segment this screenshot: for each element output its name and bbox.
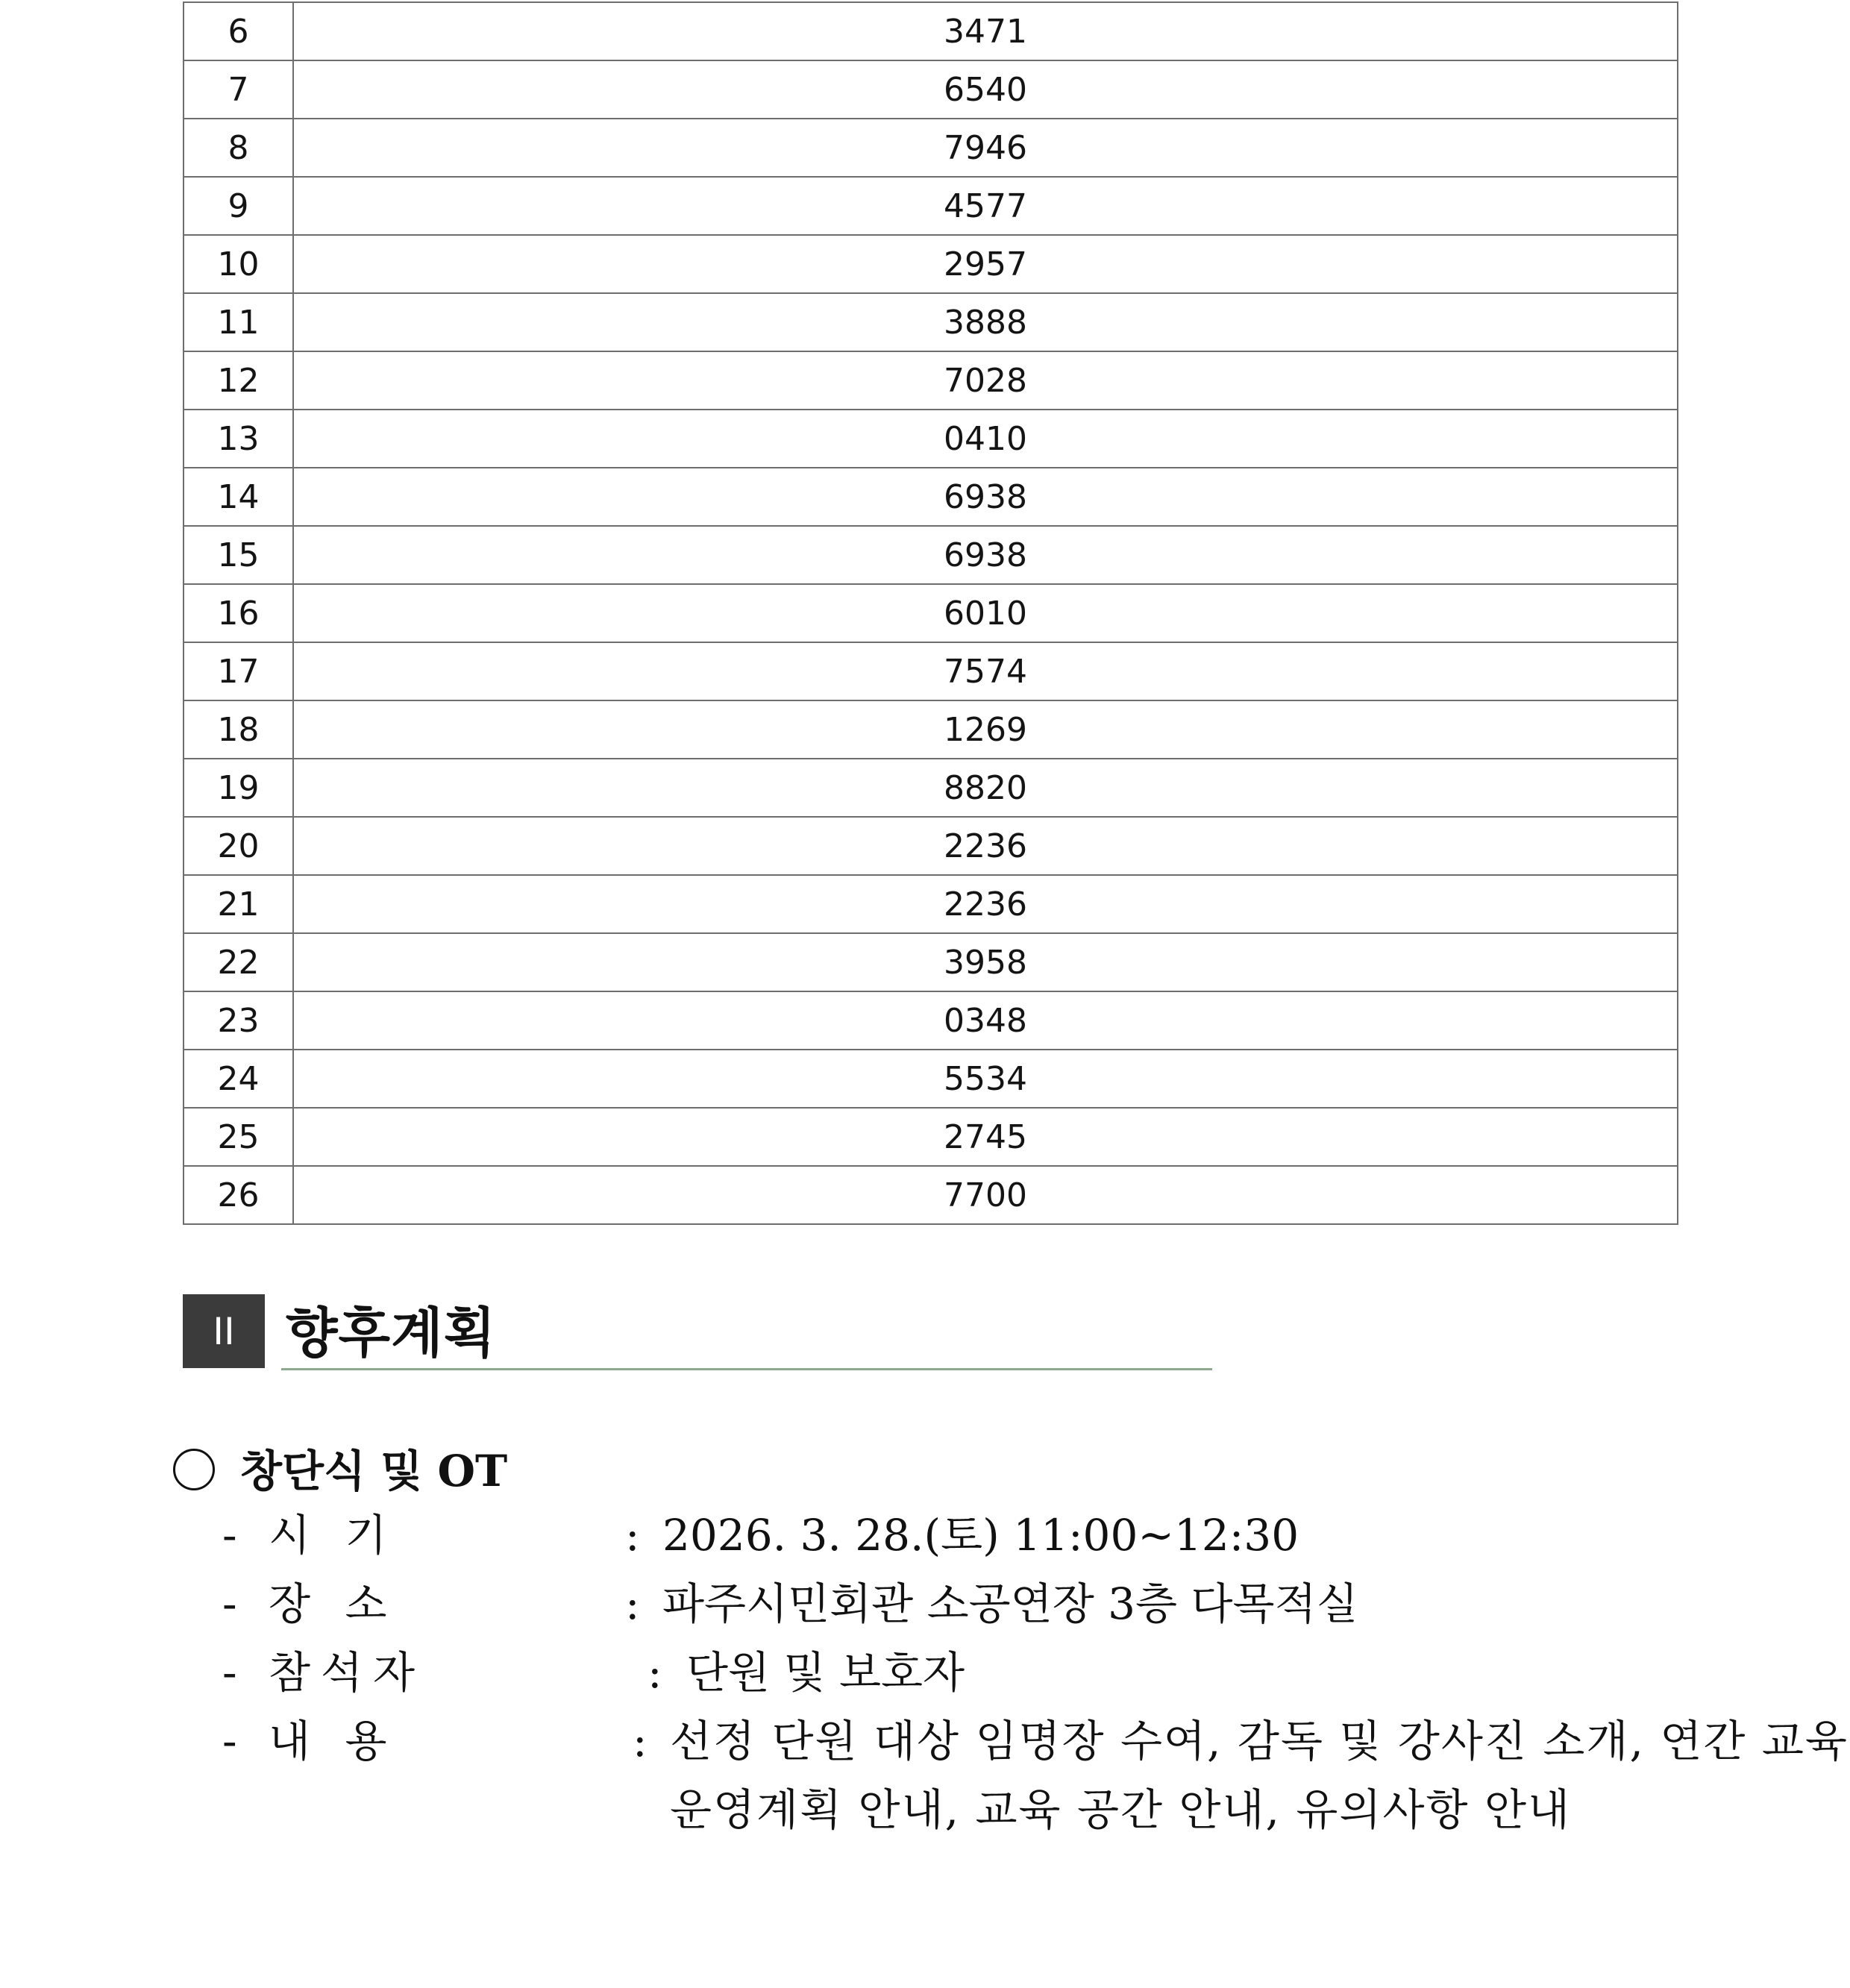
- row-number-cell: 7: [184, 60, 293, 119]
- table-row: [184, 60, 1678, 119]
- section-number-badge: II: [183, 1294, 265, 1368]
- row-number-cell: 22: [184, 933, 293, 991]
- detail-label: 내 용: [269, 1716, 398, 1766]
- table-row: [184, 1108, 1678, 1166]
- row-number-cell: 26: [184, 1166, 293, 1224]
- code-cell: 2745: [293, 1108, 1678, 1166]
- table-row: [184, 875, 1678, 933]
- detail-row-place: [222, 1570, 1662, 1638]
- code-cell: 3958: [293, 933, 1678, 991]
- table-row: [184, 119, 1678, 177]
- table-row: [184, 2, 1678, 60]
- code-cell: 7028: [293, 351, 1678, 410]
- section-heading: [183, 1294, 1212, 1369]
- row-number-cell: 24: [184, 1050, 293, 1108]
- code-cell: 2957: [293, 235, 1678, 293]
- code-cell: 6010: [293, 584, 1678, 642]
- table-row: [184, 1050, 1678, 1108]
- circle-bullet-icon: [173, 1449, 215, 1490]
- plan-item-title: 창단식 및 OT: [240, 1446, 508, 1496]
- table-row: [184, 817, 1678, 875]
- row-number-cell: 25: [184, 1108, 293, 1166]
- code-cell: 0348: [293, 991, 1678, 1050]
- detail-value: 파주시민회관 소공연장 3층 다목적실: [662, 1578, 1358, 1629]
- row-number-cell: 16: [184, 584, 293, 642]
- code-cell: 2236: [293, 817, 1678, 875]
- dash-bullet: -: [222, 1578, 237, 1629]
- code-cell: 5534: [293, 1050, 1678, 1108]
- detail-row-attendees: [222, 1638, 1662, 1707]
- row-number-cell: 8: [184, 119, 293, 177]
- table-row: [184, 351, 1678, 410]
- table-row: [184, 235, 1678, 293]
- code-cell: 3888: [293, 293, 1678, 351]
- row-number-cell: 12: [184, 351, 293, 410]
- code-cell: 6938: [293, 468, 1678, 526]
- row-number-cell: 10: [184, 235, 293, 293]
- code-cell: 7700: [293, 1166, 1678, 1224]
- detail-colon: :: [625, 1510, 640, 1561]
- code-cell: 6938: [293, 526, 1678, 584]
- row-number-cell: 19: [184, 759, 293, 817]
- row-number-cell: 21: [184, 875, 293, 933]
- table-row: [184, 991, 1678, 1050]
- code-cell: 2236: [293, 875, 1678, 933]
- table-row: [184, 642, 1678, 700]
- table-row: [184, 700, 1678, 759]
- row-number-cell: 17: [184, 642, 293, 700]
- dash-bullet: -: [222, 1647, 237, 1698]
- plan-detail-list: [222, 1501, 1849, 1844]
- detail-row-content: [222, 1707, 1849, 1844]
- code-cell: 4577: [293, 177, 1678, 235]
- code-cell: 7946: [293, 119, 1678, 177]
- dash-bullet: -: [222, 1716, 237, 1766]
- detail-value: 선정 단원 대상 임명장 수여, 감독 및 강사진 소개, 연간 교육 운영계획 안내, 교육 공간 안내, 유의사항 안내: [670, 1716, 1849, 1835]
- detail-label: 시 기: [269, 1510, 398, 1561]
- detail-colon: :: [648, 1647, 662, 1698]
- table-row: [184, 526, 1678, 584]
- dash-bullet: -: [222, 1510, 237, 1561]
- section-title: 향후계획: [286, 1302, 497, 1364]
- row-number-cell: 20: [184, 817, 293, 875]
- row-number-cell: 14: [184, 468, 293, 526]
- code-cell: 6540: [293, 60, 1678, 119]
- row-number-cell: 18: [184, 700, 293, 759]
- row-number-cell: 6: [184, 2, 293, 60]
- table-row: [184, 410, 1678, 468]
- row-number-cell: 11: [184, 293, 293, 351]
- table-row: [184, 177, 1678, 235]
- table-row: [184, 293, 1678, 351]
- row-number-cell: 23: [184, 991, 293, 1050]
- row-number-cell: 13: [184, 410, 293, 468]
- code-cell: 7574: [293, 642, 1678, 700]
- code-table-body: [184, 2, 1678, 1224]
- row-number-cell: 9: [184, 177, 293, 235]
- code-cell: 8820: [293, 759, 1678, 817]
- row-number-cell: 15: [184, 526, 293, 584]
- detail-label: 장 소: [269, 1578, 398, 1629]
- detail-value: 2026. 3. 28.(토) 11:00~12:30: [662, 1510, 1299, 1561]
- code-cell: 0410: [293, 410, 1678, 468]
- detail-colon: :: [633, 1716, 648, 1766]
- detail-colon: :: [625, 1578, 640, 1629]
- table-row: [184, 584, 1678, 642]
- detail-label: 참석자: [269, 1647, 426, 1698]
- code-cell: 3471: [293, 2, 1678, 60]
- detail-value: 단원 및 보호자: [686, 1647, 965, 1698]
- plan-item-heading: [173, 1436, 507, 1499]
- detail-row-time: [222, 1501, 1662, 1570]
- code-cell: 1269: [293, 700, 1678, 759]
- table-row: [184, 759, 1678, 817]
- table-row: [184, 933, 1678, 991]
- section-underline: [281, 1368, 1212, 1370]
- code-table: [183, 1, 1678, 1225]
- table-row: [184, 468, 1678, 526]
- table-row: [184, 1166, 1678, 1224]
